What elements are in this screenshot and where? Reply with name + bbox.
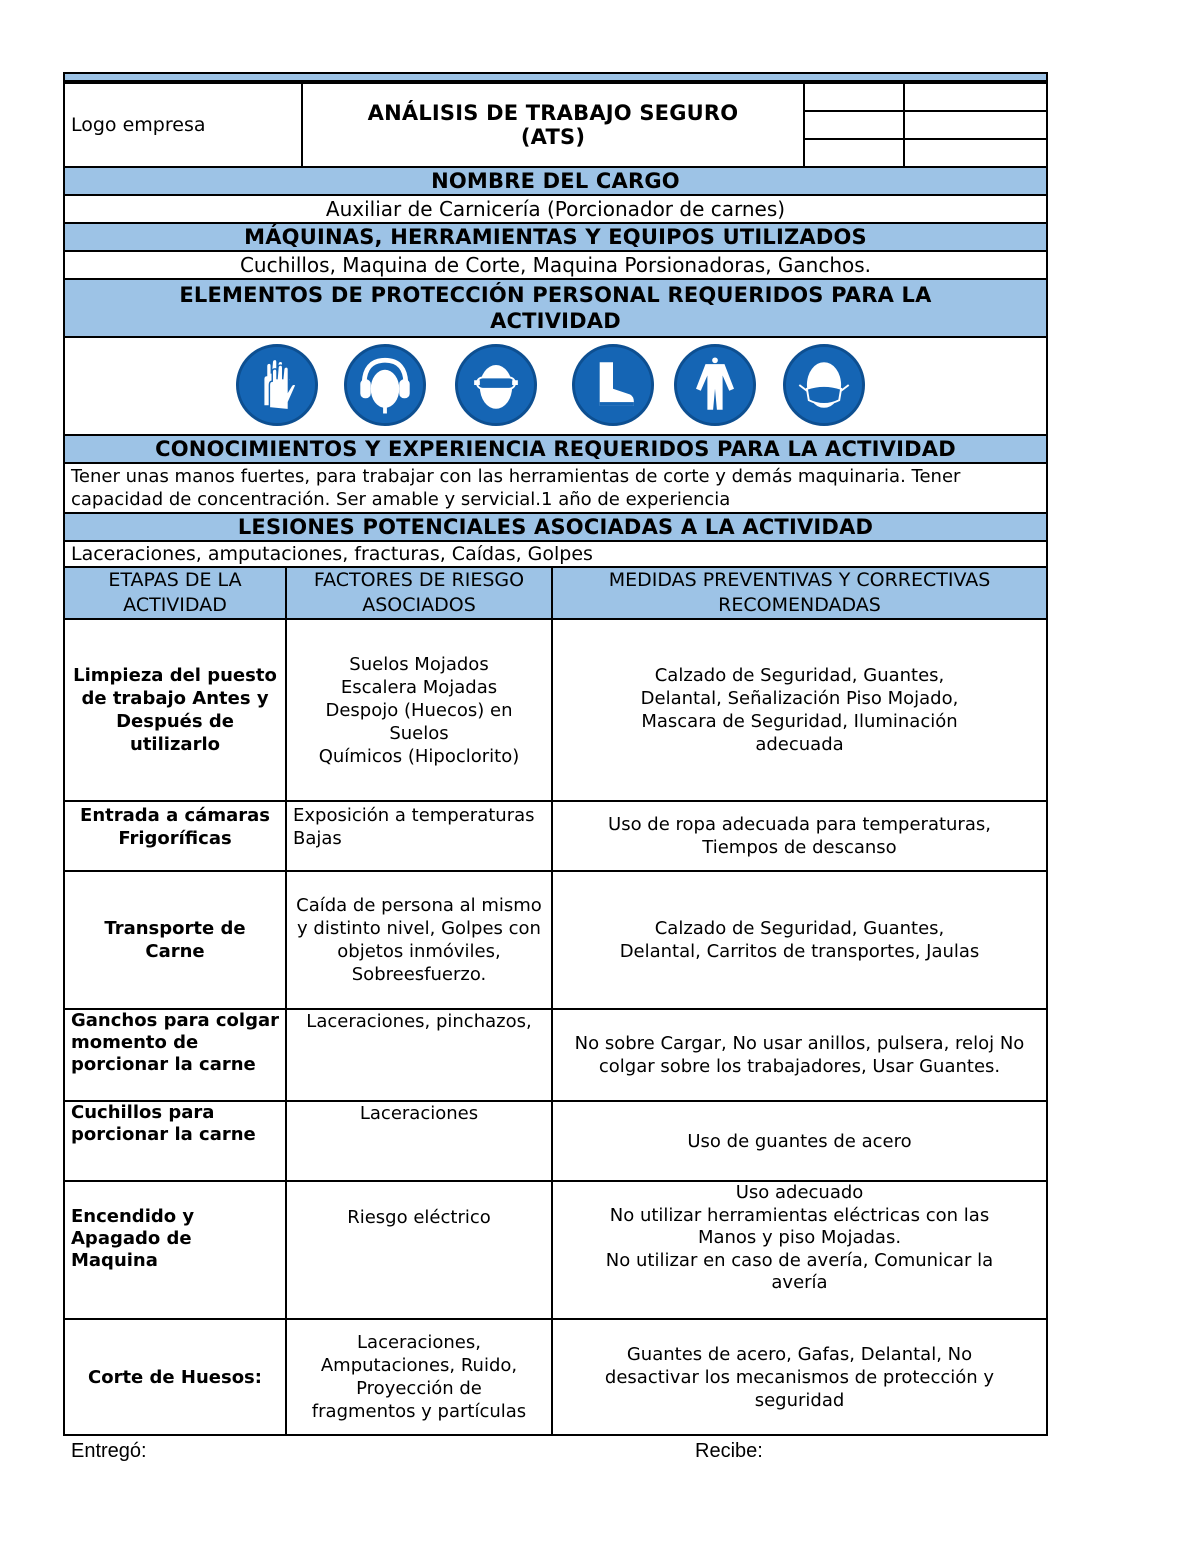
epp-icons-row — [63, 336, 1048, 436]
cargo-value: Auxiliar de Carnicería (Porcionador de carnes) — [63, 194, 1048, 224]
top-band — [63, 72, 1048, 82]
logo-text: Logo empresa — [71, 114, 206, 136]
table-row-3-factores: Caída de persona al mismo y distinto nivel, Golpes con objetos inmóviles, Sobreesfuerzo. — [285, 870, 553, 1010]
table-row-5-etapa: Cuchillos para porcionar la carne — [63, 1100, 287, 1182]
page-subtitle: (ATS) — [520, 125, 586, 149]
table-row-3-medidas: Calzado de Seguridad, Guantes, Delantal, Carritos de transportes, Jaulas — [551, 870, 1048, 1010]
protective-suit-icon — [674, 344, 756, 426]
table-row-1-factores: Suelos Mojados Escalera Mojadas Despojo (Huecos) en Suelos Químicos (Hipoclorito) — [285, 618, 553, 802]
safety-goggles-icon — [455, 344, 537, 426]
gloves-icon — [236, 344, 318, 426]
table-row-3-etapa: Transporte de Carne — [63, 870, 287, 1010]
face-mask-icon — [783, 344, 865, 426]
table-row-7-factores: Laceraciones, Amputaciones, Ruido, Proyección de fragmentos y partículas — [285, 1318, 553, 1436]
maquinas-header: MÁQUINAS, HERRAMIENTAS Y EQUIPOS UTILIZADOS — [63, 222, 1048, 252]
page-title: ANÁLISIS DE TRABAJO SEGURO — [367, 101, 739, 125]
code-cell-4 — [903, 110, 1048, 140]
epp-header: ELEMENTOS DE PROTECCIÓN PERSONAL REQUERIDOS PARA LA ACTIVIDAD — [63, 278, 1048, 338]
table-row-1-medidas: Calzado de Seguridad, Guantes, Delantal, Señalización Piso Mojado, Mascara de Seguridad, Iluminación adecuada — [551, 618, 1048, 802]
lesiones-header: LESIONES POTENCIALES ASOCIADAS A LA ACTIVIDAD — [63, 512, 1048, 542]
lesiones-value: Laceraciones, amputaciones, fracturas, Caídas, Golpes — [63, 540, 1048, 568]
code-cell-3 — [803, 110, 905, 140]
table-row-7-etapa: Corte de Huesos: — [63, 1318, 287, 1436]
entrego-label: Entregó: — [71, 1440, 147, 1462]
table-row-4-etapa: Ganchos para colgar momento de porcionar la carne — [63, 1008, 287, 1102]
safety-boots-icon — [572, 344, 654, 426]
logo-cell — [63, 82, 303, 168]
ear-protection-icon — [344, 344, 426, 426]
conocimientos-header: CONOCIMIENTOS Y EXPERIENCIA REQUERIDOS PARA LA ACTIVIDAD — [63, 434, 1048, 464]
recibe-label: Recibe: — [695, 1440, 763, 1462]
table-row-2-medidas: Uso de ropa adecuada para temperaturas, Tiempos de descanso — [551, 800, 1048, 872]
table-row-2-factores: Exposición a temperaturas Bajas — [285, 800, 553, 872]
table-row-1-etapa: Limpieza del puesto de trabajo Antes y Después de utilizarlo — [63, 618, 287, 802]
table-row-4-factores: Laceraciones, pinchazos, — [285, 1008, 553, 1102]
title-cell — [301, 82, 805, 168]
maquinas-value: Cuchillos, Maquina de Corte, Maquina Porsionadoras, Ganchos. — [63, 250, 1048, 280]
code-cell-5 — [803, 138, 905, 168]
table-row-4-medidas: No sobre Cargar, No usar anillos, pulsera, reloj No colgar sobre los trabajadores, Usar Guantes. — [551, 1008, 1048, 1102]
table-row-6-medidas: Uso adecuado No utilizar herramientas eléctricas con las Manos y piso Mojadas. No utilizar en caso de avería, Comunicar la avería — [551, 1180, 1048, 1320]
conocimientos-value: Tener unas manos fuertes, para trabajar con las herramientas de corte y demás maquinaria. Tener capacidad de concentración. Ser amable y servicial.1 año de experiencia — [63, 462, 1048, 514]
code-cell-6 — [903, 138, 1048, 168]
table-row-5-factores: Laceraciones — [285, 1100, 553, 1182]
table-row-6-etapa: Encendido y Apagado de Maquina — [63, 1180, 287, 1320]
cargo-header: NOMBRE DEL CARGO — [63, 166, 1048, 196]
col-header-etapas: ETAPAS DE LA ACTIVIDAD — [63, 566, 287, 620]
code-cell-2 — [903, 82, 1048, 112]
code-cell-1 — [803, 82, 905, 112]
col-header-factores: FACTORES DE RIESGO ASOCIADOS — [285, 566, 553, 620]
table-row-6-factores: Riesgo eléctrico — [285, 1180, 553, 1320]
col-header-medidas: MEDIDAS PREVENTIVAS Y CORRECTIVAS RECOMENDADAS — [551, 566, 1048, 620]
table-row-7-medidas: Guantes de acero, Gafas, Delantal, No desactivar los mecanismos de protección y seguridad — [551, 1318, 1048, 1436]
table-row-5-medidas: Uso de guantes de acero — [551, 1100, 1048, 1182]
table-row-2-etapa: Entrada a cámaras Frigoríficas — [63, 800, 287, 872]
